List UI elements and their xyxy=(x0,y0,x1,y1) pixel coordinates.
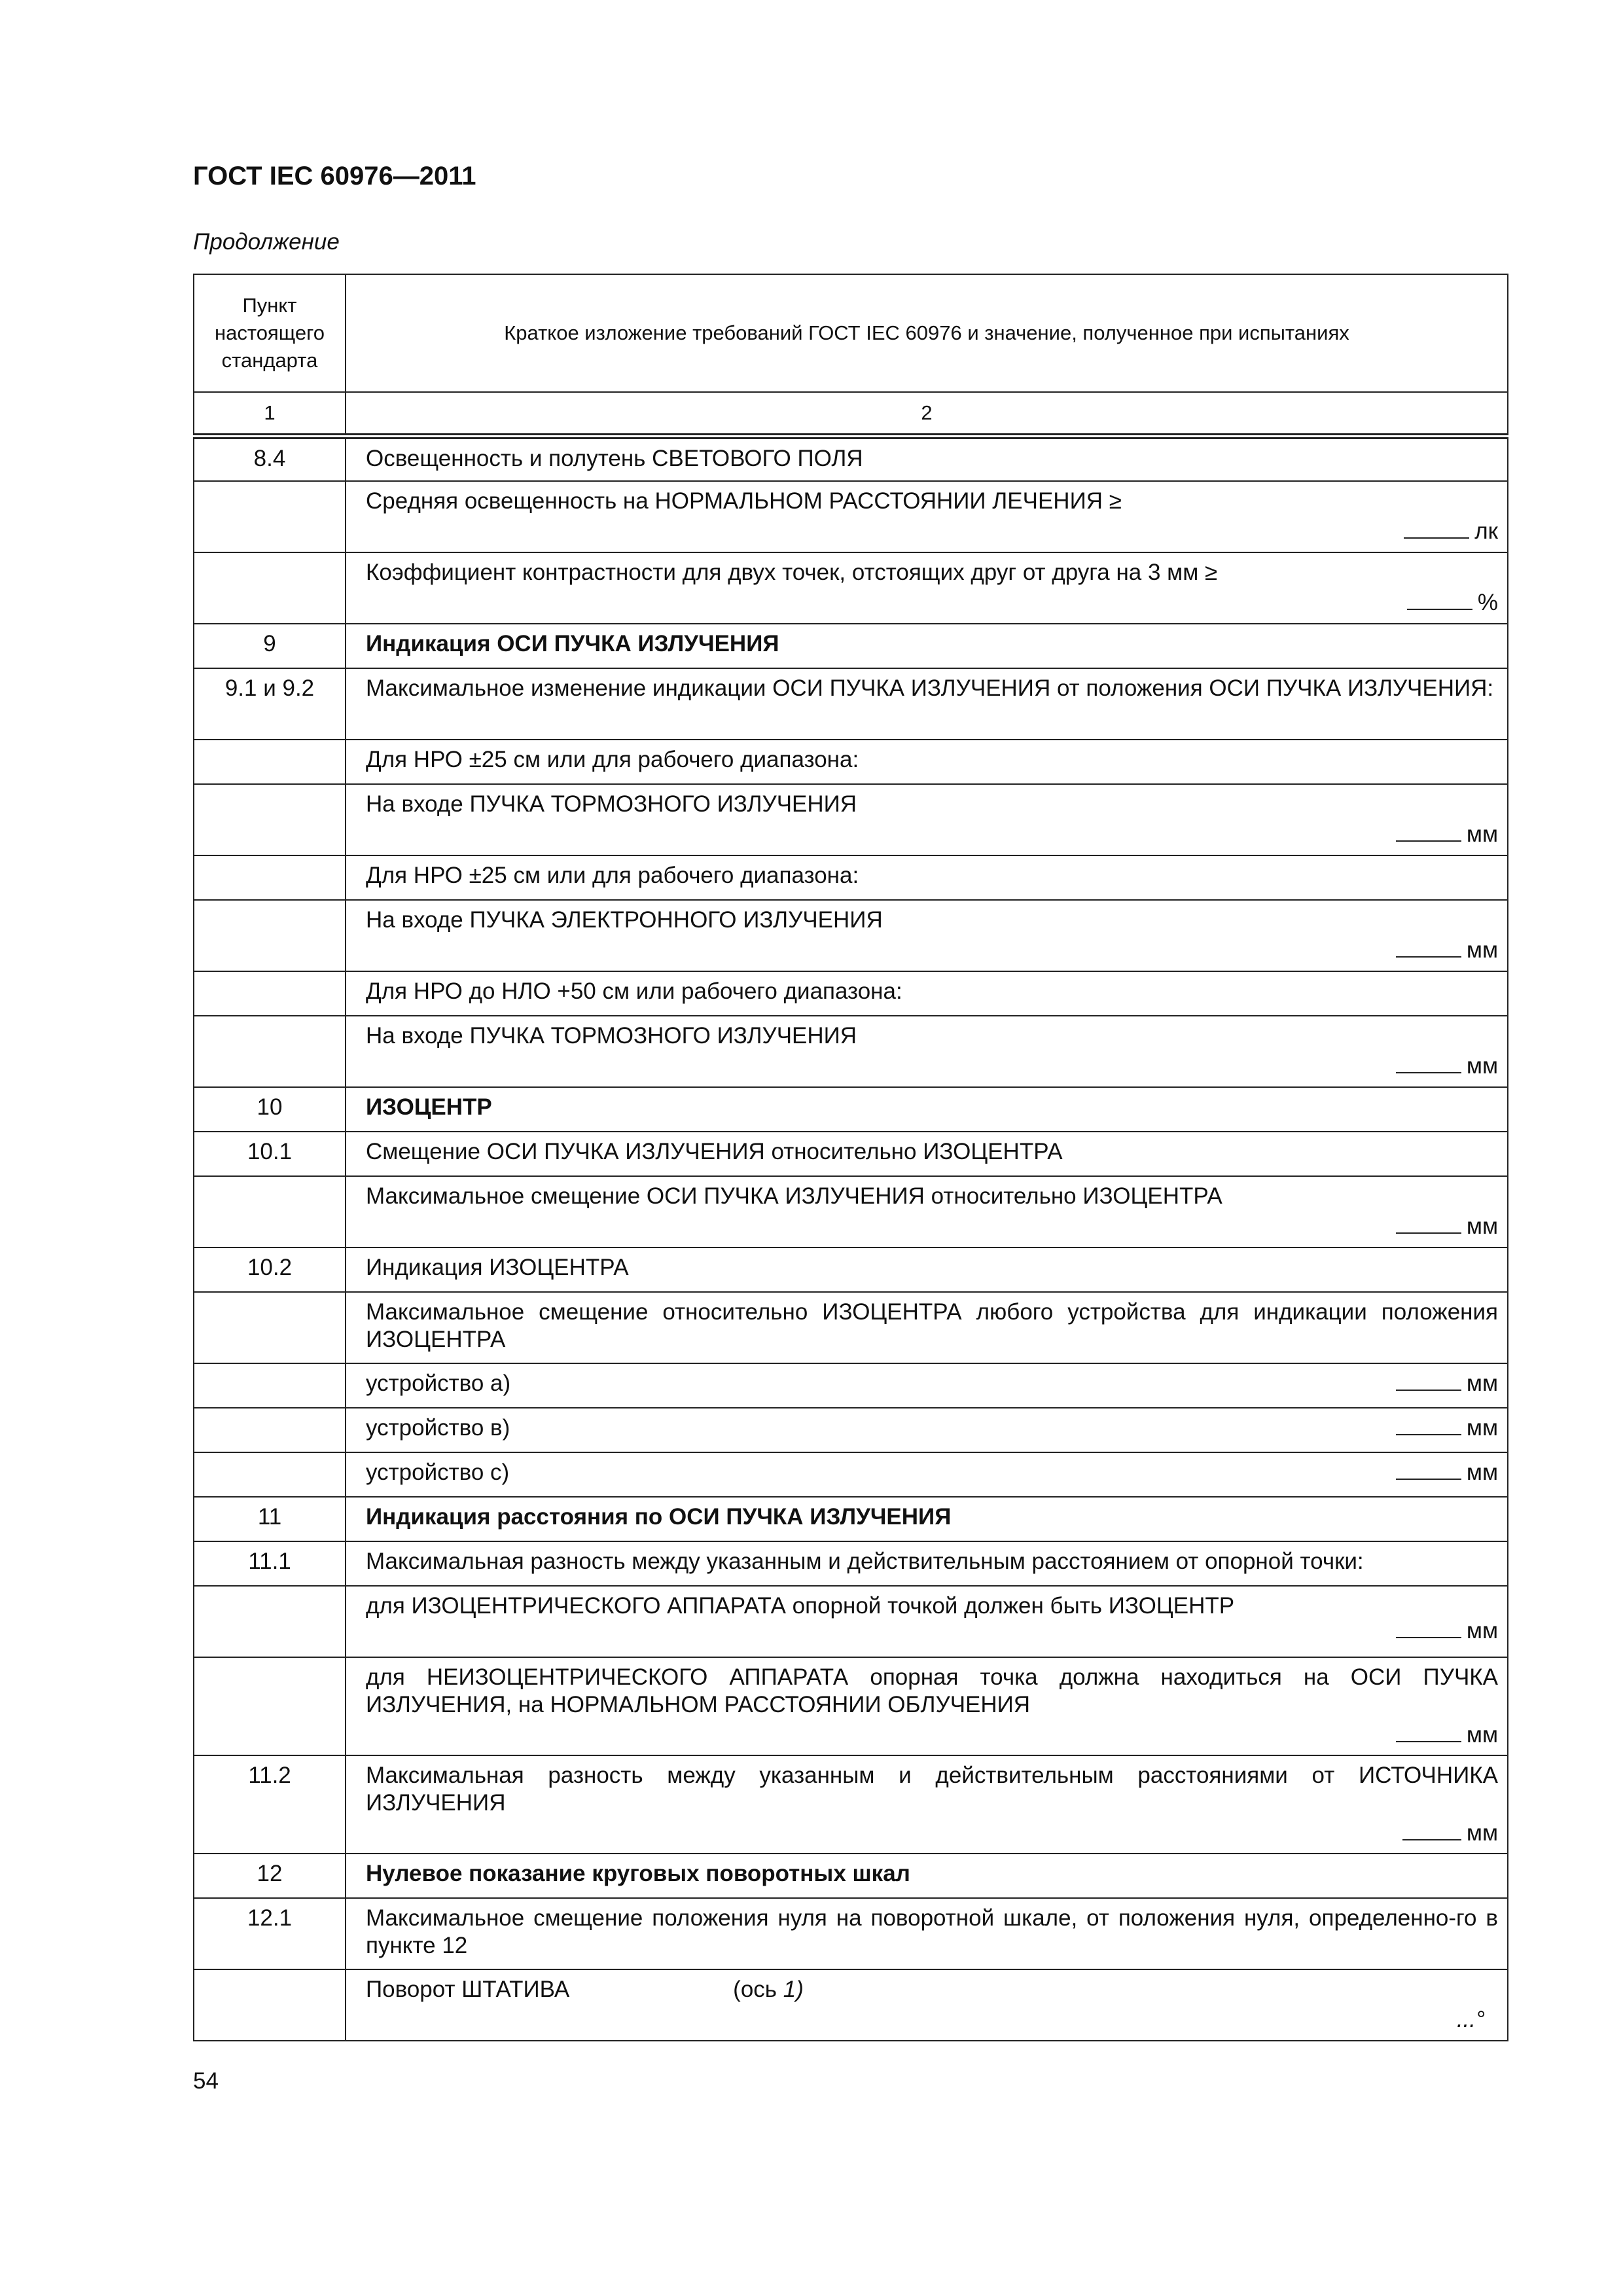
clause-number xyxy=(194,1657,346,1755)
table-row xyxy=(194,1586,1508,1657)
table-row xyxy=(194,1898,1508,1969)
section-title: Индикация ОСИ ПУЧКА ИЗЛУЧЕНИЯ xyxy=(346,624,1508,668)
clause-number: 11.2 xyxy=(194,1755,346,1854)
table-row xyxy=(194,1363,1508,1408)
value-blank xyxy=(1402,1820,1461,1840)
table-row xyxy=(194,1132,1508,1176)
clause-number xyxy=(194,1363,346,1408)
value-blank xyxy=(1396,937,1461,958)
value-blank xyxy=(1396,1052,1461,1073)
table-row xyxy=(194,1408,1508,1452)
clause-number xyxy=(194,1408,346,1452)
clause-number: 9 xyxy=(194,624,346,668)
table-row xyxy=(194,1292,1508,1363)
unit-label: мм xyxy=(1466,1213,1498,1239)
value-blank xyxy=(1396,821,1461,842)
unit-label: мм xyxy=(1466,1459,1498,1485)
requirement-text: На входе ПУЧКА ЭЛЕКТРОННОГО ИЗЛУЧЕНИЯ xyxy=(366,906,883,933)
clause-number xyxy=(194,740,346,784)
table-row xyxy=(194,1452,1508,1497)
unit-label: мм xyxy=(1466,937,1498,963)
clause-number xyxy=(194,552,346,624)
table-row xyxy=(194,1541,1508,1586)
clause-number: 12 xyxy=(194,1854,346,1898)
column-number-2: 2 xyxy=(346,392,1508,437)
requirement-text: Максимальная разность между указанным и действительным расстоянием от опорной точки: xyxy=(346,1541,1508,1586)
clause-number: 11 xyxy=(194,1497,346,1541)
document-title: ГОСТ IEC 60976—2011 xyxy=(193,162,476,190)
clause-number: 8.4 xyxy=(194,437,346,481)
section-title: Нулевое показание круговых поворотных шкал xyxy=(346,1854,1508,1898)
clause-number: 11.1 xyxy=(194,1541,346,1586)
clause-number: 10.2 xyxy=(194,1247,346,1292)
table-row xyxy=(194,1755,1508,1854)
requirement-text: устройство а) xyxy=(366,1370,511,1396)
value-blank xyxy=(1396,1721,1461,1742)
unit-label: мм xyxy=(1466,1414,1498,1441)
clause-number: 10.1 xyxy=(194,1132,346,1176)
unit-label: мм xyxy=(1466,821,1498,847)
clause-number xyxy=(194,1452,346,1497)
requirement-text: Для НРО ±25 см или для рабочего диапазона: xyxy=(346,855,1508,900)
requirement-text: Смещение ОСИ ПУЧКА ИЗЛУЧЕНИЯ относительно ИЗОЦЕНТРА xyxy=(346,1132,1508,1176)
header-description-cell: Краткое изложение требований ГОСТ IEC 60976 и значение, полученное при испытаниях xyxy=(346,274,1508,392)
requirement-text: Коэффициент контрастности для двух точек, отстоящих друг от друга на 3 мм ≥ xyxy=(366,559,1218,585)
table-row xyxy=(194,855,1508,900)
table-row xyxy=(194,1657,1508,1755)
degree-value: ...° xyxy=(1456,2006,1485,2032)
page-number: 54 xyxy=(193,2068,219,2094)
unit-label: мм xyxy=(1466,1617,1498,1643)
clause-number xyxy=(194,1586,346,1657)
requirement-text: Для НРО ±25 см или для рабочего диапазона: xyxy=(346,740,1508,784)
requirement-text: Средняя освещенность на НОРМАЛЬНОМ РАССТОЯНИИ ЛЕЧЕНИЯ ≥ xyxy=(366,488,1122,514)
table-row xyxy=(194,900,1508,971)
value-blank xyxy=(1396,1617,1461,1638)
clause-number: 10 xyxy=(194,1087,346,1132)
requirement-text: для НЕИЗОЦЕНТРИЧЕСКОГО АППАРАТА опорная точка должна находиться на ОСИ ПУЧКА ИЗЛУЧЕНИЯ, на НОРМАЛЬНОМ РАССТОЯНИИ ОБЛУЧЕНИЯ xyxy=(366,1664,1498,1717)
unit-label: лк xyxy=(1474,518,1498,544)
table-row xyxy=(194,1497,1508,1541)
requirement-text: устройство с) xyxy=(366,1459,510,1485)
column-number-row xyxy=(194,392,1508,437)
requirement-text: Максимальное смещение относительно ИЗОЦЕНТРА любого устройства для индикации положения ИЗОЦЕНТРА xyxy=(346,1292,1508,1363)
clause-number xyxy=(194,855,346,900)
section-title: Индикация расстояния по ОСИ ПУЧКА ИЗЛУЧЕНИЯ xyxy=(346,1497,1508,1541)
table-row xyxy=(194,1087,1508,1132)
axis-label: (ось 1) xyxy=(733,1976,804,2002)
requirement-text: На входе ПУЧКА ТОРМОЗНОГО ИЗЛУЧЕНИЯ xyxy=(366,1022,857,1049)
requirement-text: На входе ПУЧКА ТОРМОЗНОГО ИЗЛУЧЕНИЯ xyxy=(366,791,857,817)
section-title: ИЗОЦЕНТР xyxy=(346,1087,1508,1132)
requirement-text: Поворот ШТАТИВА xyxy=(366,1976,570,2002)
clause-number xyxy=(194,1016,346,1087)
clause-number: 9.1 и 9.2 xyxy=(194,668,346,740)
unit-label: % xyxy=(1477,589,1498,615)
value-blank xyxy=(1396,1414,1461,1435)
unit-label: мм xyxy=(1466,1721,1498,1748)
value-blank xyxy=(1396,1459,1461,1480)
requirement-text: Индикация ИЗОЦЕНТРА xyxy=(346,1247,1508,1292)
table-row xyxy=(194,740,1508,784)
table-row xyxy=(194,481,1508,552)
table-row xyxy=(194,1176,1508,1247)
table-row xyxy=(194,437,1508,481)
table-row xyxy=(194,668,1508,740)
clause-number: 12.1 xyxy=(194,1898,346,1969)
table-row xyxy=(194,552,1508,624)
requirement-text: устройство в) xyxy=(366,1414,510,1441)
value-blank xyxy=(1404,518,1469,539)
continuation-label: Продолжение xyxy=(193,229,340,255)
requirement-text: Для НРО до НЛО +50 см или рабочего диапазона: xyxy=(346,971,1508,1016)
clause-number xyxy=(194,1292,346,1363)
value-blank xyxy=(1407,589,1472,610)
requirement-text: Освещенность и полутень СВЕТОВОГО ПОЛЯ xyxy=(346,437,1508,481)
clause-number xyxy=(194,1969,346,2041)
unit-label: мм xyxy=(1466,1052,1498,1079)
table-row xyxy=(194,1969,1508,2041)
table-row xyxy=(194,1016,1508,1087)
table-row xyxy=(194,971,1508,1016)
header-clause-cell: Пункт настоящего стандарта xyxy=(194,274,346,392)
clause-number xyxy=(194,784,346,855)
table-row xyxy=(194,624,1508,668)
table-header-row xyxy=(194,274,1508,392)
column-number-1: 1 xyxy=(194,392,346,437)
unit-label: мм xyxy=(1466,1370,1498,1396)
requirement-text: Максимальное смещение ОСИ ПУЧКА ИЗЛУЧЕНИЯ относительно ИЗОЦЕНТРА xyxy=(366,1183,1222,1209)
requirement-text: Максимальная разность между указанным и действительным расстояниями от ИСТОЧНИКА ИЗЛУЧЕНИЯ xyxy=(366,1762,1498,1816)
table-row xyxy=(194,1854,1508,1898)
requirements-table xyxy=(193,274,1508,2041)
clause-number xyxy=(194,1176,346,1247)
requirement-text: для ИЗОЦЕНТРИЧЕСКОГО АППАРАТА опорной точкой должен быть ИЗОЦЕНТР xyxy=(366,1592,1235,1619)
table-row xyxy=(194,1247,1508,1292)
clause-number xyxy=(194,971,346,1016)
requirement-text: Максимальное изменение индикации ОСИ ПУЧКА ИЗЛУЧЕНИЯ от положения ОСИ ПУЧКА ИЗЛУЧЕНИЯ: xyxy=(346,668,1508,740)
value-blank xyxy=(1396,1370,1461,1391)
value-blank xyxy=(1396,1213,1461,1234)
requirement-text: Максимальное смещение положения нуля на поворотной шкале, от положения нуля, определенно-го в пункте 12 xyxy=(346,1898,1508,1969)
table-row xyxy=(194,784,1508,855)
clause-number xyxy=(194,900,346,971)
unit-label: мм xyxy=(1466,1820,1498,1846)
clause-number xyxy=(194,481,346,552)
